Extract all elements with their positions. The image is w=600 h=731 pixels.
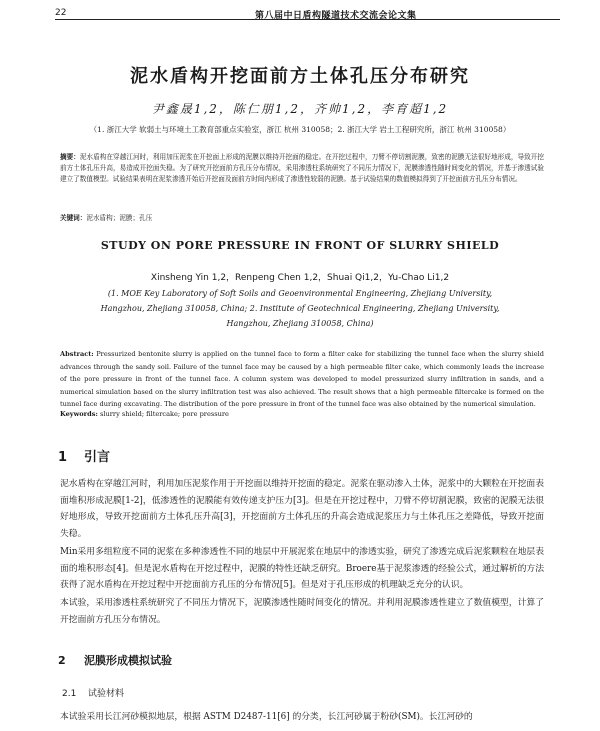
keywords-en-text: slurry shield; filtercake; pore pressure — [100, 410, 229, 418]
keywords-en — [60, 410, 544, 418]
authors-en: Xinsheng Yin 1,2，Renpeng Chen 1,2，Shuai Qi1,2，Yu-Chao Li1,2 — [150, 273, 450, 283]
page-number: 22 — [55, 8, 67, 18]
paragraph: Min采用多组粒度不同的泥浆在多种渗透性不同的地层中开展泥浆在地层中的渗透实验，研究了渗透完成后泥浆颗粒在地层表面的堆积形态[4]。但是泥水盾构在开挖过程中，泥膜的特性还缺乏研究。Broere基于泥浆渗透的经验公式，通过解析的方法获得了泥水盾构在开挖过程中开挖面前方孔压的分布情况[5]。但是对于孔压形成的机理缺乏充分的认识。 — [60, 547, 544, 590]
abstract-en-label: Abstract: — [60, 350, 94, 358]
keywords-en-label: Keywords: — [60, 410, 98, 418]
keywords-cn — [60, 212, 544, 222]
abstract-en — [60, 348, 544, 411]
abstract-cn — [60, 152, 544, 185]
paragraph: 泥水盾构在穿越江河时，利用加压泥浆作用于开挖面以维持开挖面的稳定。泥浆在驱动渗入土体，泥浆中的大颗粒在开挖面表面堆积形成泥膜[1-2]，低渗透性的泥膜能有效传递支护压力[3]。但是在开挖过程中，刀臂不停切割泥膜，致密的泥膜无法很好地形成，导致开挖面前方土体孔压升高[3]，开挖面前方土体孔压的升高会造成泥浆压力与土体孔压之差降低，导致开挖面失稳。 — [60, 479, 544, 539]
abstract-cn-label: 摘要： — [60, 153, 80, 161]
abstract-en-text: Pressurized bentonite slurry is applied on the tunnel face to form a filter cake for stabilizing the tunnel face when the slurry shield advances through the sandy soil. Failure of the tunnel face may be caused by a high permeable filter cake, which commonly leads the increase of the pore pressure in front of the tunnel face. A column system was developed to model pressurized slurry infiltration in sands, and a numerical simulation based on the slurry infiltration test was also achieved. The result shows that a high permeable filtercake is formed on the tunnel face during excavating. The distribution of the pore pressure in front of the tunnel face was also obtained by the numerical simulation. — [60, 350, 544, 408]
keywords-cn-label: 关键词： — [60, 214, 87, 222]
section-2-number: 2 — [58, 654, 66, 667]
section-1-heading — [58, 446, 110, 465]
paper-title-cn: 泥水盾构开挖面前方土体孔压分布研究 — [130, 66, 470, 87]
paper-title-en: STUDY ON PORE PRESSURE IN FRONT OF SLURRY SHIELD — [100, 239, 500, 252]
subsection-2-1-number: 2.1 — [62, 689, 77, 699]
affiliation-en: (1. MOE Key Laboratory of Soft Soils and Geoenvironmental Engineering, Zhejiang University, Hangzhou, Zhejiang 310058, China; 2. Institute of Geotechnical Engineering, Zhejiang University, Hangzhou, Zhejiang 310058, China) — [100, 289, 500, 328]
section-2-heading — [58, 652, 172, 668]
authors-cn: 尹鑫晟1,2，陈仁朋1,2，齐帅1,2，李育超1,2 — [151, 102, 449, 116]
journal-title: 第八届中日盾构隧道技术交流会论文集 — [255, 11, 417, 21]
paragraph: 本试验，采用渗透柱系统研究了不同压力情况下，泥膜渗透性随时间变化的情况。并利用泥膜渗透性建立了数值模型，计算了开挖面前方孔压分布情况。 — [60, 598, 544, 625]
section-2-title: 泥膜形成模拟试验 — [84, 654, 172, 667]
keywords-cn-text: 泥水盾构；泥膜；孔压 — [86, 214, 153, 222]
paragraph: 本试验采用长江河砂模拟地层，根据 ASTM D2487-11[6] 的分类，长江河砂属于粉砂(SM)。长江河砂的 — [60, 712, 473, 722]
subsection-2-1-title: 试验材料 — [88, 689, 125, 699]
affiliation-cn: （1. 浙江大学 软弱土与环境土工教育部重点实验室，浙江 杭州 310058；2. 浙江大学 岩土工程研究所，浙江 杭州 310058） — [89, 125, 511, 134]
section-1-title: 引言 — [84, 450, 111, 465]
section-1-number: 1 — [58, 450, 68, 465]
header-rule — [55, 19, 560, 20]
abstract-cn-text: 泥水盾构在穿越江河时，利用加压泥浆在开挖面上形成的泥膜以维持开挖面的稳定。在开挖过程中，刀臂不停切割泥膜，致密的泥膜无法很好地形成，导致开挖前方土体孔压升高，易造成开挖面失稳。为了研究开挖面前方孔压分布情况，采用渗透柱系统研究了不同压力情况下，泥膜渗透性随时间变化的情况，并基于渗透试验建立了数值模型。试验结果表明在泥浆渗透开始后开挖面及面前方时间内形成了渗透性较弱的泥膜。基于试验结果的数值模拟得到了开挖面前方孔压分布情况。 — [60, 153, 545, 183]
subsection-2-1-heading — [62, 686, 124, 699]
